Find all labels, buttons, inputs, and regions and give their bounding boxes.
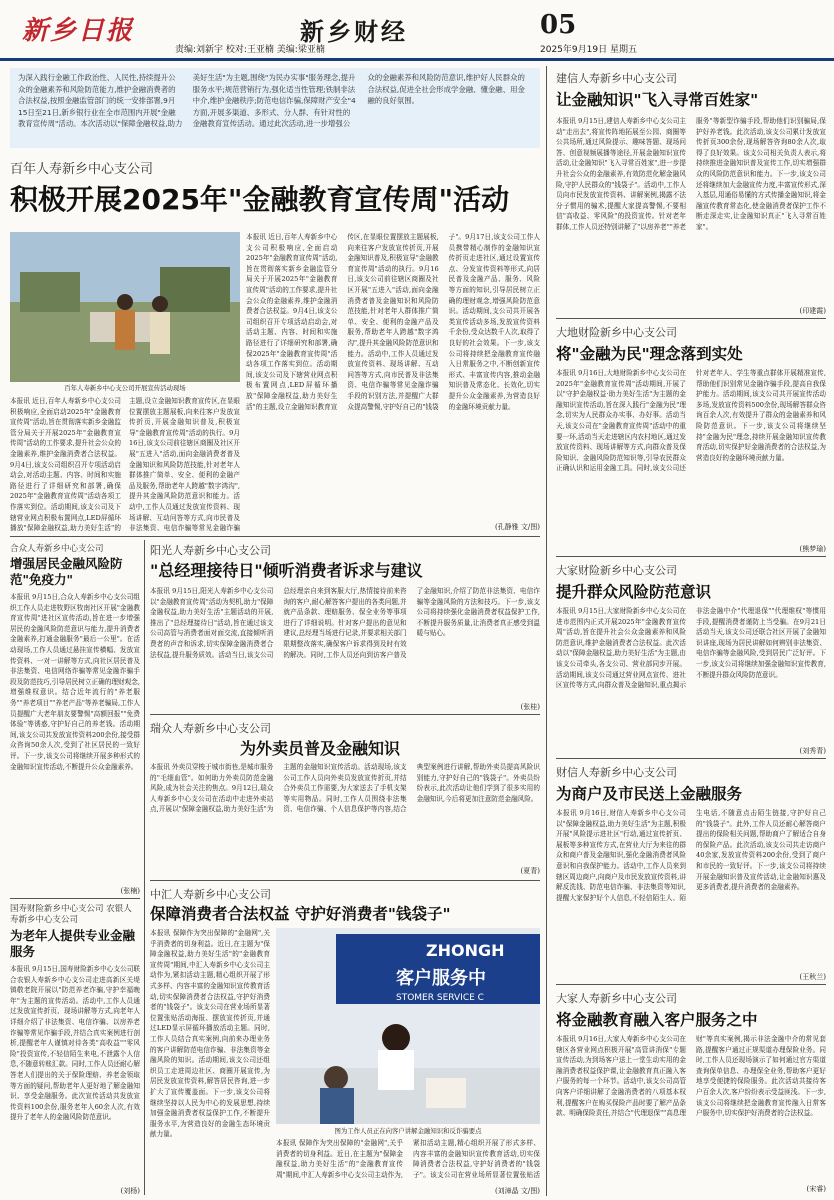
caixin-author: (王秋兰) xyxy=(799,973,826,981)
caixin-kicker: 财信人寿新乡中心支公司 xyxy=(556,766,677,779)
page-number: 05 xyxy=(540,10,577,40)
yangguang-title: "总经理接待日"倾听消费者诉求与建议 xyxy=(150,561,423,580)
main-article-photo-caption: 百年人寿新乡中心支公司开展宣传活动现场 xyxy=(64,384,186,392)
event-photo-illustration xyxy=(10,232,240,382)
sign-text-en: ZHONGH xyxy=(426,941,505,960)
jianxin-author: (印建霞) xyxy=(799,307,826,315)
zhonghui-title: 保障消费者合法权益 守护好消费者"钱袋子" xyxy=(150,905,451,923)
main-article-title: 积极开展2025年"金融教育宣传周"活动 xyxy=(10,183,510,216)
zhonghui-author: (刘漳晶 文/图) xyxy=(494,1187,540,1195)
divider xyxy=(556,318,826,319)
zhonghui-body: 本报讯 保障作为突出保障的"金融网",关乎消费者的切身利益。近日,在主题为"保障金融权益,助力美好生活"的"金融教育宣传周"期间,中汇人寿新乡中心支公司主动作为,紧扣活动主题,精心组织开展了形式多样、内容丰富的金融知识宣传教育活动,切实保障消费者合法权益,守护好消费者的"钱袋子"。该支公司在营业场所显著位置张贴活动海报、摆放宣传折页,并通过LED显示屏循环播放活动主题。同时,工作人员结合真实案例,向前来办理业务的客户讲解防范电信诈骗、非法集资等金融风险的知识。活动期间,该支公司还组织员工走进周边社区、商圈开展宣传,为居民发放宣传资料,解答居民咨询,进一步扩大了宣传覆盖面。下一步,该支公司将继续坚持以人民为中心的发展思想,持续加强金融消费者权益保护工作,不断提升服务水平,为营造良好的金融生态环境贡献力量。 xyxy=(150,929,270,1139)
ruizhong-author: (夏青) xyxy=(520,867,540,875)
zhonghui-photo xyxy=(276,928,540,1124)
zhonghui-kicker: 中汇人寿新乡中心支公司 xyxy=(150,888,271,901)
dajia-body: 本报讯 9月15日,大家财险新乡中心支公司在进市范围内正式开展2025年"金融教育宣传周"活动,旨在提升社会公众金融素养和风险防范意识,维护金融消费者合法权益。此次活动以"保障金融权益,助力美好生活"为主题,由该支公司牵头,各支公司、营业部同步开展。活动期间,该支公司通过营业网点宣传、进社区宣传等方式,向群众普及金融知识,重点揭示非法金融中介"代理退保""代理维权"等惯用手段,提醒消费者谨防上当受骗。在9月21日活动当天,该支公司还联合社区开展了金融知识讲座,现场为居民讲解如何辨别非法集资、电信诈骗等金融风险,受到居民广泛好评。下一步,该支公司将继续加强金融知识宣传教育,不断提升群众风险防范意识。 xyxy=(556,607,826,690)
jianxin-body: 本报讯 9月15日,建信人寿新乡中心支公司主动"走出去",将宣传阵地拓展至公园、商圈等公共场所,通过风险提示、趣味答题、现场问答、创意视频展播等途径,开展金融知识宣传活动,让金融知识"飞入寻常百姓家",进一步提升社会公众的金融素养,有效防范化解金融风险,守护人民群众的"钱袋子"。活动中,工作人员向市民发放宣传资料、讲解案例,揭露不法分子惯用的骗术,提醒大家提高警惕,不要相信"高收益、零风险"的投资宣传。针对老年群体,工作人员还特别讲解了"以房养老""养老服务"等新型诈骗手段,帮助他们识别骗局,保护好养老钱。此次活动,该支公司累计发放宣传折页300余份,现场解答咨询80余人次,取得了良好效果。该支公司相关负责人表示,将持续推进金融知识普及宣传工作,切实增强群众的风险防范意识和能力。下一步,该支公司还将继续加大金融宣传力度,丰富宣传形式,深入基层,用通俗易懂的方式传播金融知识,将金融宣传教育常态化,使金融消费者保护工作不断走深走实,让金融知识真正"飞入寻常百姓家"。 xyxy=(556,117,826,231)
dadi-kicker: 大地财险新乡中心支公司 xyxy=(556,326,677,339)
dajia-life-kicker: 大家人寿新乡中心支公司 xyxy=(556,992,677,1005)
zhonghui-photo-caption: 图为工作人员正在向客户讲解金融知识和反诈骗要点 xyxy=(334,1127,482,1135)
dajia-author: (刘秀青) xyxy=(799,747,826,755)
divider xyxy=(10,536,540,537)
guoshou-kicker: 国寿财险新乡中心支公司 农银人寿新乡中心支公司 xyxy=(10,904,132,925)
dadi-author: (熊梦瑜) xyxy=(799,545,826,553)
divider xyxy=(10,898,140,899)
yangguang-kicker: 阳光人寿新乡中心支公司 xyxy=(150,544,271,557)
dajia-life-title: 将金融教育融入客户服务之中 xyxy=(556,1011,758,1029)
main-article-kicker: 百年人寿新乡中心支公司 xyxy=(10,162,154,177)
main-article-photo xyxy=(10,232,240,382)
staff-credits: 责编:刘新宇 校对:王亚楠 美编:梁亚楠 xyxy=(175,45,325,55)
dajia-life-author: (宋睿) xyxy=(806,1185,826,1193)
hezhong-kicker: 合众人寿新乡中心支公司 xyxy=(10,544,104,554)
yangguang-body: 本报讯 9月15日,阳光人寿新乡中心支公司以"金融教育宣传周"活动为契机,助力"保障金融权益,助力美好生活"主题活动的开展,推出了"总经理接待日"活动,旨在通过该支公司高管与消费者面对面交流,直接倾听消费者的声音和诉求,切实保障金融消费者合法权益,提升服务质效。活动当日,该支公司总经理亲自来到客服大厅,热情接待前来咨询的客户,耐心解答客户提出的各类问题,并就产品条款、理赔服务、保全业务等事项进行了详细说明。针对客户提出的意见和建议,总经理当场进行记录,并要求相关部门限期整改落实,确保客户诉求得到及时有效的解决。同时,工作人员还向到访客户普及了金融知识,介绍了防范非法集资、电信诈骗等金融风险的方法和技巧。下一步,该支公司将持续强化金融消费者权益保护工作,不断提升服务质量,让消费者真正感受到温暖与贴心。 xyxy=(150,587,540,659)
caixin-body: 本报讯 9月16日,财信人寿新乡中心支公司以"保障金融权益,助力美好生活"为主题,积极开展"风险提示进社区"行动,通过宣传折页、展板等多种宣传方式,在营业大厅为来往的群众和商户普及金融知识,强化金融消费者风险意识和自我保护能力。活动中,工作人员来到辖区周边商户,向商户及市民发放宣传资料,讲解反洗钱、防范电信诈骗、非法集资等知识,提醒大家保护好个人信息,不轻信陌生人、陌生电话,不随意点击陌生链接,守护好自己的"钱袋子"。此外,工作人员还耐心解答商户提出的保险相关问题,帮助商户了解适合自身的保险产品。此次活动,该支公司共走访商户40余家,发放宣传资料200余份,受到了商户和市民的一致好评。下一步,该支公司将持续开展金融知识普及宣传活动,让金融知识惠及更多消费者,提升消费者的金融素养。 xyxy=(556,809,826,902)
ruizhong-body: 本报讯 外卖员穿梭于城市街巷,是城市服务的"毛细血管"。如何助力外卖员防范金融风险,成为社会关注的焦点。9月12日,瑞众人寿新乡中心支公司在活动中走进外卖站点,开展以"保障金融权益,助力美好生活"为主题的金融知识宣传活动。活动现场,该支公司工作人员向外卖员发放宣传折页,并结合外卖员工作需要,为大家送去了手机支架等实用物品。同时,工作人员围绕非法集资、电信诈骗、个人信息保护等内容,结合典型案例进行讲解,帮助外卖员提高风险识别能力,守护好自己的"钱袋子"。外卖员纷纷表示,此次活动让他们学到了很多实用的金融知识,今后将更加注意防范金融风险。 xyxy=(150,763,540,814)
column-divider xyxy=(144,540,145,1195)
sign-text-zh: 客户服务中 xyxy=(396,968,486,989)
hezhong-body: 本报讯 9月15日,合众人寿新乡中心支公司组织工作人员走进牧野区牧南社区开展"金融教育宣传周"进社区宣传活动,旨在进一步增强居民的金融风险防范意识与能力,提升消费者金融素养,打通金融服务"最后一公里"。在活动现场,工作人员通过悬挂宣传横幅、发放宣传资料、一对一讲解等方式,向社区居民普及非法集资、电信网络诈骗等常见金融诈骗手段及防范技巧,引导居民树立正确的理财观念,增强维权意识。结合近年流行的"养老服务""养老项目""养老产品"等养老骗局,工作人员提醒广大老年朋友要警惕"高额回报""免费体验"等诱惑,守护好自己的养老钱。活动期间,该支公司共发放宣传资料200余份,接受群众咨询50余人次,受到了社区居民的一致好评。下一步,该支公司将继续开展多种形式的金融知识宣传活动,不断提升公众金融素养。 xyxy=(10,593,140,771)
jianxin-title: 让金融知识"飞入寻常百姓家" xyxy=(556,91,759,109)
dadi-body: 本报讯 9月16日,大地财险新乡中心支公司在2025年"金融教育宣传周"活动期间,开展了以"守护金融权益·助力美好生活"为主题的金融知识宣传活动,旨在深入践行"金融为民"理念,切实为人民群众办实事、办好事。活动当天,该支公司在"金融教育宣传周"活动中的重要一环,活动当天走进辖区内农村地区,通过发放宣传资料、现场讲解等方式,向群众普及保险知识、金融风险防范知识等,引导农民群众正确认识和运用金融工具。同时,该支公司还针对老年人、学生等重点群体开展精准宣传,帮助他们识别常见金融诈骗手段,提高自我保护能力。活动期间,该支公司共开展宣传活动多场,发放宣传资料500余份,现场解答群众咨询百余人次,有效提升了群众的金融素养和风险防范意识。下一步,该支公司将继续坚持"金融为民"理念,持续开展金融知识宣传教育活动,切实保护好金融消费者的合法权益,为营造良好的金融环境贡献力量。 xyxy=(556,369,826,473)
issue-date: 2025年9月19日 星期五 xyxy=(540,45,637,55)
dajia-life-body: 本报讯 9月16日,大家人寿新乡中心支公司在辖区各营业网点积极开展"高管讲消保"专题宣传活动,为到场客户送上一堂生动实用的金融消费者权益保护课,让金融教育真正融入客户服务的每一个环节。活动中,该支公司高管向客户详细讲解了金融消费者的八项基本权利,提醒客户在购买保险产品时要了解产品条款、明确保险责任,并结合"代理退保""高息理财"等真实案例,揭示非法金融中介的常见套路,提醒客户通过正规渠道办理保险业务。同时,工作人员还现场演示了如何通过官方渠道查询保单信息、办理保全业务,帮助客户更好地享受便捷的保险服务。此次活动共接待客户百余人次,客户纷纷表示受益匪浅。下一步,该支公司将继续把金融教育宣传融入日常客户服务中,切实保护好消费者的合法权益。 xyxy=(556,1035,826,1118)
sign-text-sub: STOMER SERVICE C xyxy=(396,993,484,1003)
divider xyxy=(556,984,826,985)
service-counter-illustration xyxy=(276,928,540,1124)
guoshou-title: 为老年人提供专业金融服务 xyxy=(10,928,136,959)
header-rule xyxy=(0,58,834,61)
zhonghui-body-tail: 本报讯 保障作为突出保障的"金融网",关乎消费者的切身利益。近日,在主题为"保障金融权益,助力美好生活"的"金融教育宣传周"期间,中汇人寿新乡中心支公司主动作为,紧扣活动主题,精心组织开展了形式多样、内容丰富的金融知识宣传教育活动,切实保障消费者合法权益,守护好消费者的"钱袋子"。该支公司在营业场所显著位置张贴活 xyxy=(276,1139,540,1179)
ruizhong-title: 为外卖员普及金融知识 xyxy=(240,739,401,758)
yangguang-author: (张桂) xyxy=(520,703,540,711)
ruizhong-kicker: 瑞众人寿新乡中心支公司 xyxy=(150,722,271,735)
guoshou-author: (刘杨) xyxy=(120,1187,140,1195)
main-article-body: 本报讯 近日,百年人寿新乡中心支公司积极响应,全面启动2025年"金融教育宣传周"活动,旨在贯彻落实新乡金融监管分局关于开展2025年"金融教育宣传周"活动的工作要求,提升社会公众的金融素养,维护金融消费者合法权益。9月4日,该支公司组织召开专项活动启动会,对活动主题、内容、时间和实施路径进行了详细研究和部署,确保2025年"金融教育宣传周"活动各项工作落实到位。活动期间,该支公司及下辖营业网点积极布置网点,LED屏循环播放"保障金融权益,助力美好生活"的主题,设立金融知识教育宣传区,在显眼位置摆放主题展板,向来往客户发放宣传折页,开展金融知识普及,积极宣导"金融教育宣传周"活动的执行。9月16日,该支公司前往辖区商圈及社区开展"五进入"活动,面向金融消费者普及金融知识和风险防范技能,针对老年人群体推广简单、安全、便利的金融产品及服务,帮助老年人跨越"数字鸿沟",提升其金融风险防范意识和能力。活动中,工作人员通过发放宣传资料、现场讲解、互动问答等方式,向市民普及非法集资、电信诈骗等常见金融诈骗手段的识别方法,并提醒广大群众提高警惕,守护好自己的"钱袋子"。9月17日,该支公司工作人员携带精心制作的金融知识宣传折页走进社区,通过设置宣传点、分发宣传资料等形式,向居民普及金融产品、服务、风险等方面的知识,引导居民树立正确的理财观念,增强风险防范意识。活动期间,支公司共开展各类宣传活动多场,发放宣传资料千余份,受众达数千人次,取得了良好的社会效果。下一步,该支公司将持续把金融教育宣传融入日常服务之中,不断创新宣传形式、丰富宣传内容,推动金融知识普及常态化、长效化,切实提升公众金融素养,为营造良好的金融环境贡献力量。 xyxy=(246,233,540,411)
divider xyxy=(556,556,826,557)
lead-paragraph: 为深入践行金融工作政治性、人民性,持续提升公众的金融素养和风险防范能力,维护金融消费者的合法权益,按照金融监管部门的统一安排部署,9月15日至21日,新乡银行业在全市范围内开展"金融教育宣传周"活动。本次活动以"保障金融权益,助力美好生活"为主题,围绕"为民办实事"服务理念,提升服务水平;规范营销行为,强化适当性管理;铁制非法中介,维护金融秩序;防范电信诈骗,保障财产安全"4方面,开展多渠道、多形式、分人群、有针对性的金融教育宣传活动。通过此次活动,进一步增强公众的金融素养和风险防范意识,维护好人民群众的合法权益,促进全社会形成学金融、懂金融、用金融的良好氛围。 xyxy=(10,68,540,148)
divider xyxy=(150,880,540,881)
dajia-title: 提升群众风险防范意识 xyxy=(556,583,712,601)
main-article-body-left: 本报讯 近日,百年人寿新乡中心支公司积极响应,全面启动2025年"金融教育宣传周"活动,旨在贯彻落实新乡金融监管分局关于开展2025年"金融教育宣传周"活动的工作要求,提升社会公众的金融素养,维护金融消费者合法权益。9月4日,该支公司组织召开专项活动启动会,对活动主题、内容、时间和实施路径进行了详细研究和部署,确保2025年"金融教育宣传周"活动各项工作落实到位。活动期间,该支公司及下辖营业网点积极布置网点,LED屏循环播放"保障金融权益,助力美好生活"的主题,设立金融知识教育宣传区,在显眼位置摆放主题展板,向来往客户发放宣传折页,开展金融知识普及,积极宣导"金融教育宣传周"活动的执行。9月16日,该支公司前往辖区商圈及社区开展"五进入"活动,面向金融消费者普及金融知识和风险防范技能,针对老年人群体推广简单、安全、便利的金融产品及服务,帮助老年人跨越"数字鸿沟",提升其金融风险防范意识和能力。活动中,工作人员通过发放宣传资料、现场讲解、互动问答等方式,向市民普及非法集资、电信诈骗等常见金融诈骗 xyxy=(10,397,240,533)
hezhong-author: (张楠) xyxy=(120,887,140,895)
newspaper-logo: 新乡日报 xyxy=(22,16,135,46)
main-article-author: (孔静雅 文/图) xyxy=(494,523,540,531)
guoshou-body: 本报讯 9月15日,国寿财险新乡中心支公司联合农银人寿新乡中心支公司走进高新区关堤镇敬老院开展以"防范养老诈骗,守护幸福晚年"为主题的宣传活动。活动中,工作人员通过发放宣传折页、现场讲解等方式,向老年人详细介绍了非法集资、电信诈骗、以房养老诈骗等常见诈骗手段,并结合真实案例进行剖析,提醒老年人谨慎对待各类"高收益""零风险"投资宣传,不轻信陌生来电,不泄露个人信息,不随意转账汇款。同时,工作人员还耐心解答老人们提出的关于保险理赔、养老金领取等方面的疑问,帮助老年人更好地了解金融知识、享受金融服务。此次宣传活动共发放宣传资料100余份,服务老年人60余人次,有效提升了老年人的金融风险防范意识。 xyxy=(10,965,140,1122)
divider xyxy=(150,714,540,715)
section-title: 新乡财经 xyxy=(300,18,408,46)
dadi-title: 将"金融为民"理念落到实处 xyxy=(556,345,743,363)
divider xyxy=(556,758,826,759)
dajia-kicker: 大家财险新乡中心支公司 xyxy=(556,564,677,577)
hezhong-title: 增强居民金融风险防范"免疫力" xyxy=(10,556,123,587)
caixin-title: 为商户及市民送上金融服务 xyxy=(556,785,743,803)
column-divider xyxy=(546,66,547,1196)
jianxin-kicker: 建信人寿新乡中心支公司 xyxy=(556,72,677,85)
